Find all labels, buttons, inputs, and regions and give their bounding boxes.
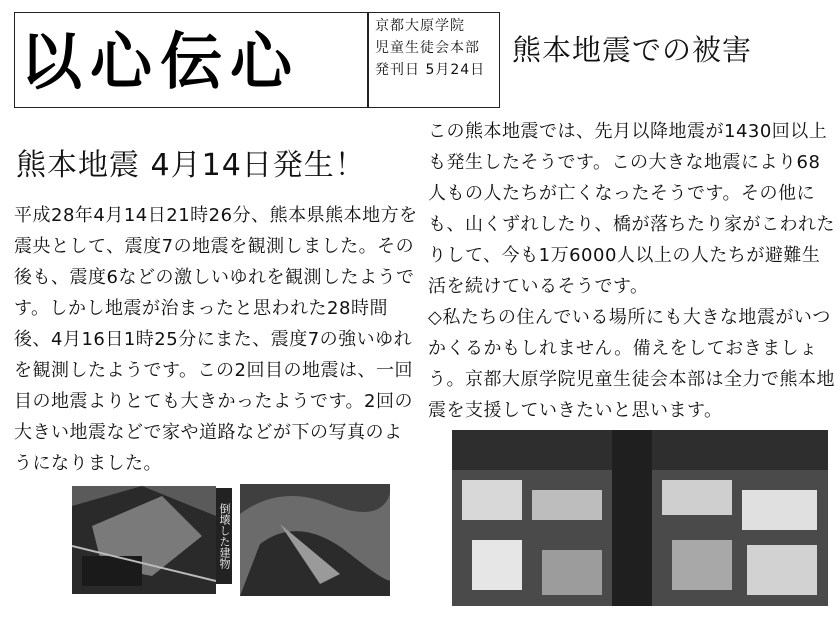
photo-caption: 倒壊した建物 <box>216 488 232 584</box>
newsletter-logo: 以心伝心 <box>20 25 301 98</box>
left-article-body: 平成28年4月14日21時26分、熊本県熊本地方を震央として、震度7の地震を観測しました。その後も、震度6などの激しいゆれを観測したようです。しかし地震が治まったと思われた28時間後、4月16日1時25分にまた、震度7の強いゆれを観測したようです。この2回目の地震は、一回目の地震よりとても大きかったようです。2回の大きい地震などで家や道路などが下の写真のようになりました。 <box>14 205 418 474</box>
right-article-paragraph-1: この熊本地震では、先月以降地震が1430回以上も発生したそうです。この大きな地震により68人もの人たちが亡くなったそうです。その他にも、山くずれしたり、橋が落ちたり家がこわれたりして、今も1万6000人以上の人たちが避難生活を続けているそうです。 <box>428 121 835 297</box>
publisher-info <box>368 12 500 108</box>
publish-date: 発刊日 5月24日 <box>375 62 486 78</box>
right-article-paragraph-2: ◇私たちの住んでいる場所にも大きな地震がいつかくるかもしれません。備えをしておきましょう。京都大原学院児童生徒会本部は全力で熊本地震を支援していきたいと思います。 <box>428 307 835 421</box>
right-article-title: 熊本地震での被害 <box>512 33 753 67</box>
right-article-body <box>428 116 836 428</box>
left-article-title: 熊本地震 4月14日発生！ <box>16 148 366 183</box>
council-name: 児童生徒会本部 <box>375 40 480 56</box>
evacuation-shelter-photo <box>452 430 828 606</box>
collapsed-house-photo <box>72 486 216 594</box>
school-name: 京都大原学院 <box>375 18 465 34</box>
landslide-photo <box>240 484 390 596</box>
